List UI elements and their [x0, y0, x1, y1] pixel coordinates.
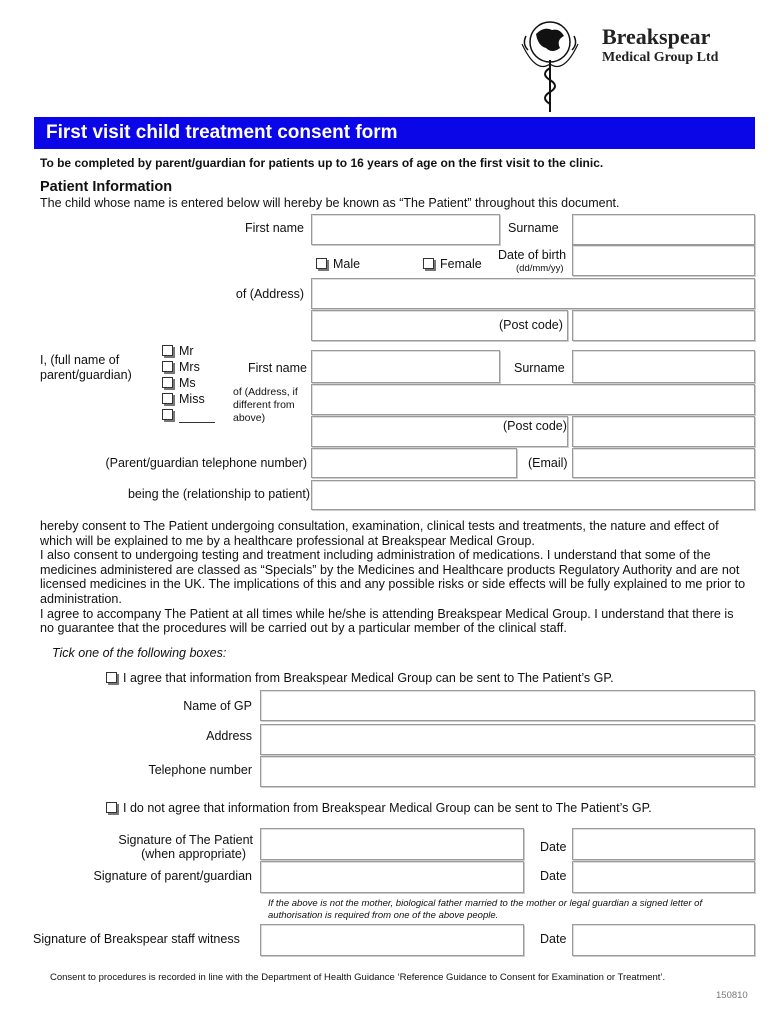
- title-mr-checkbox[interactable]: [162, 344, 194, 358]
- patient-surname-label: Surname: [508, 221, 559, 235]
- gp-name-label: Name of GP: [183, 699, 252, 713]
- checkbox-icon: [106, 802, 117, 813]
- patient-first-name-field[interactable]: [311, 214, 500, 245]
- guardian-address-label-line2: different from: [233, 399, 295, 411]
- logo-name: Breakspear: [602, 24, 711, 49]
- signature-note: If the above is not the mother, biological father married to the mother or legal guardian a signed letter of authorisation is required from one of the above people.: [268, 898, 703, 921]
- checkbox-icon: [162, 393, 173, 404]
- consent-paragraph-2: I also consent to undergoing testing and treatment including administration of medications. I understand that some of the medicines administered are classed as “Specials” by the Medicines and Healthcare products Regulatory Authority and are not licensed medicines in the UK. The implications of this and any possible risks or side effects will be fully explained to me prior to administration.: [40, 548, 746, 606]
- title-other-checkbox[interactable]: [162, 408, 215, 423]
- subtitle: To be completed by parent/guardian for patients up to 16 years of age on the first visit to the clinic.: [40, 156, 604, 170]
- patient-address-field[interactable]: [311, 278, 755, 309]
- guardian-address-label-line3: above): [233, 412, 266, 424]
- footer-text: Consent to procedures is recorded in line with the Department of Health Guidance ‘Reference Guidance to Consent for Examination or Treatment’.: [50, 972, 666, 983]
- female-checkbox[interactable]: [423, 257, 482, 271]
- witness-signature-field[interactable]: [260, 924, 524, 956]
- patient-first-name-label: First name: [244, 221, 304, 235]
- gp-address-label: Address: [206, 729, 252, 743]
- patient-date-field[interactable]: [572, 828, 755, 860]
- patient-postcode-field[interactable]: [572, 310, 755, 341]
- consent-paragraph-1: hereby consent to The Patient undergoing consultation, examination, clinical tests and treatments, the nature and effect of which will be explained to me by a healthcare professional at Breakspear Medical Group.: [40, 519, 719, 548]
- checkbox-icon: [162, 409, 173, 420]
- page-title: First visit child treatment consent form: [46, 122, 398, 143]
- checkbox-icon: [162, 361, 173, 372]
- witness-date-field[interactable]: [572, 924, 755, 956]
- patient-date-label: Date: [540, 840, 567, 854]
- guardian-email-field[interactable]: [572, 448, 755, 478]
- logo: [516, 14, 756, 114]
- consent-paragraph-3: I agree to accompany The Patient at all times while he/she is attending Breakspear Medical Group. I understand that there is no guarantee that the procedures will be carried out by a particular member of the clinical staff.: [40, 606, 734, 636]
- guardian-postcode-label: (Post code): [503, 419, 567, 433]
- patient-postcode-label: (Post code): [499, 318, 563, 332]
- checkbox-icon: [106, 672, 117, 683]
- document-code: 150810: [716, 990, 748, 1001]
- guardian-first-name-field[interactable]: [311, 350, 500, 383]
- logo-subname: Medical Group Ltd: [602, 50, 719, 65]
- gp-agree-label: I agree that information from Breakspear Medical Group can be sent to The Patient’s GP.: [123, 671, 614, 685]
- relationship-label: being the (relationship to patient): [127, 487, 310, 501]
- patient-address-label: of (Address): [235, 287, 304, 301]
- patient-surname-field[interactable]: [572, 214, 755, 245]
- guardian-date-field[interactable]: [572, 861, 755, 893]
- globe-caduceus-icon: [516, 14, 586, 114]
- title-other-line[interactable]: [179, 412, 215, 423]
- guardian-label-line1: I, (full name of: [40, 353, 120, 367]
- title-miss-label: Miss: [179, 392, 205, 406]
- guardian-label-line2: parent/guardian): [40, 368, 132, 382]
- patient-signature-label-line1: Signature of The Patient: [118, 833, 253, 847]
- guardian-signature-label: Signature of parent/guardian: [93, 869, 252, 883]
- guardian-address-field[interactable]: [311, 384, 755, 415]
- gp-address-line2-field[interactable]: [260, 756, 755, 787]
- section-heading: Patient Information: [40, 179, 173, 195]
- witness-signature-label: Signature of Breakspear staff witness: [33, 932, 240, 946]
- guardian-postcode-field[interactable]: [572, 416, 755, 447]
- title-banner: [34, 117, 755, 149]
- section-intro: The child whose name is entered below will hereby be known as “The Patient” throughout this document.: [40, 196, 620, 210]
- guardian-telephone-field[interactable]: [311, 448, 517, 478]
- gp-telephone-label: Telephone number: [148, 763, 252, 777]
- patient-signature-label-line2: (when appropriate): [141, 847, 246, 861]
- gp-name-field[interactable]: [260, 690, 755, 721]
- guardian-first-name-label: First name: [247, 361, 307, 375]
- gp-agree-checkbox[interactable]: [106, 671, 614, 685]
- checkbox-icon: [423, 258, 434, 269]
- guardian-surname-label: Surname: [514, 361, 565, 375]
- checkbox-icon: [162, 345, 173, 356]
- guardian-surname-field[interactable]: [572, 350, 755, 383]
- title-ms-checkbox[interactable]: [162, 376, 196, 390]
- guardian-signature-field[interactable]: [260, 861, 524, 893]
- dob-label: Date of birth: [498, 248, 567, 262]
- consent-text: [40, 519, 750, 636]
- title-miss-checkbox[interactable]: [162, 392, 205, 406]
- checkbox-icon: [162, 377, 173, 388]
- female-label: Female: [440, 257, 482, 271]
- gp-disagree-label: I do not agree that information from Breakspear Medical Group can be sent to The Patient’s GP.: [123, 801, 652, 815]
- male-checkbox[interactable]: [316, 257, 360, 271]
- relationship-field[interactable]: [311, 480, 755, 510]
- checkbox-icon: [316, 258, 327, 269]
- male-label: Male: [333, 257, 361, 271]
- dob-format-label: (dd/mm/yy): [516, 263, 564, 274]
- title-mr-label: Mr: [179, 344, 194, 358]
- title-mrs-checkbox[interactable]: [162, 360, 200, 374]
- guardian-telephone-label: (Parent/guardian telephone number): [105, 456, 307, 470]
- tick-instruction: Tick one of the following boxes:: [52, 646, 227, 660]
- gp-address-field[interactable]: [260, 724, 755, 755]
- title-mrs-label: Mrs: [179, 360, 200, 374]
- patient-dob-field[interactable]: [572, 245, 755, 276]
- witness-date-label: Date: [540, 932, 567, 946]
- guardian-address-label-line1: of (Address, if: [233, 386, 298, 398]
- title-ms-label: Ms: [179, 376, 196, 390]
- guardian-date-label: Date: [540, 869, 567, 883]
- patient-signature-field[interactable]: [260, 828, 524, 860]
- gp-disagree-checkbox[interactable]: [106, 801, 652, 815]
- guardian-email-label: (Email): [528, 456, 568, 470]
